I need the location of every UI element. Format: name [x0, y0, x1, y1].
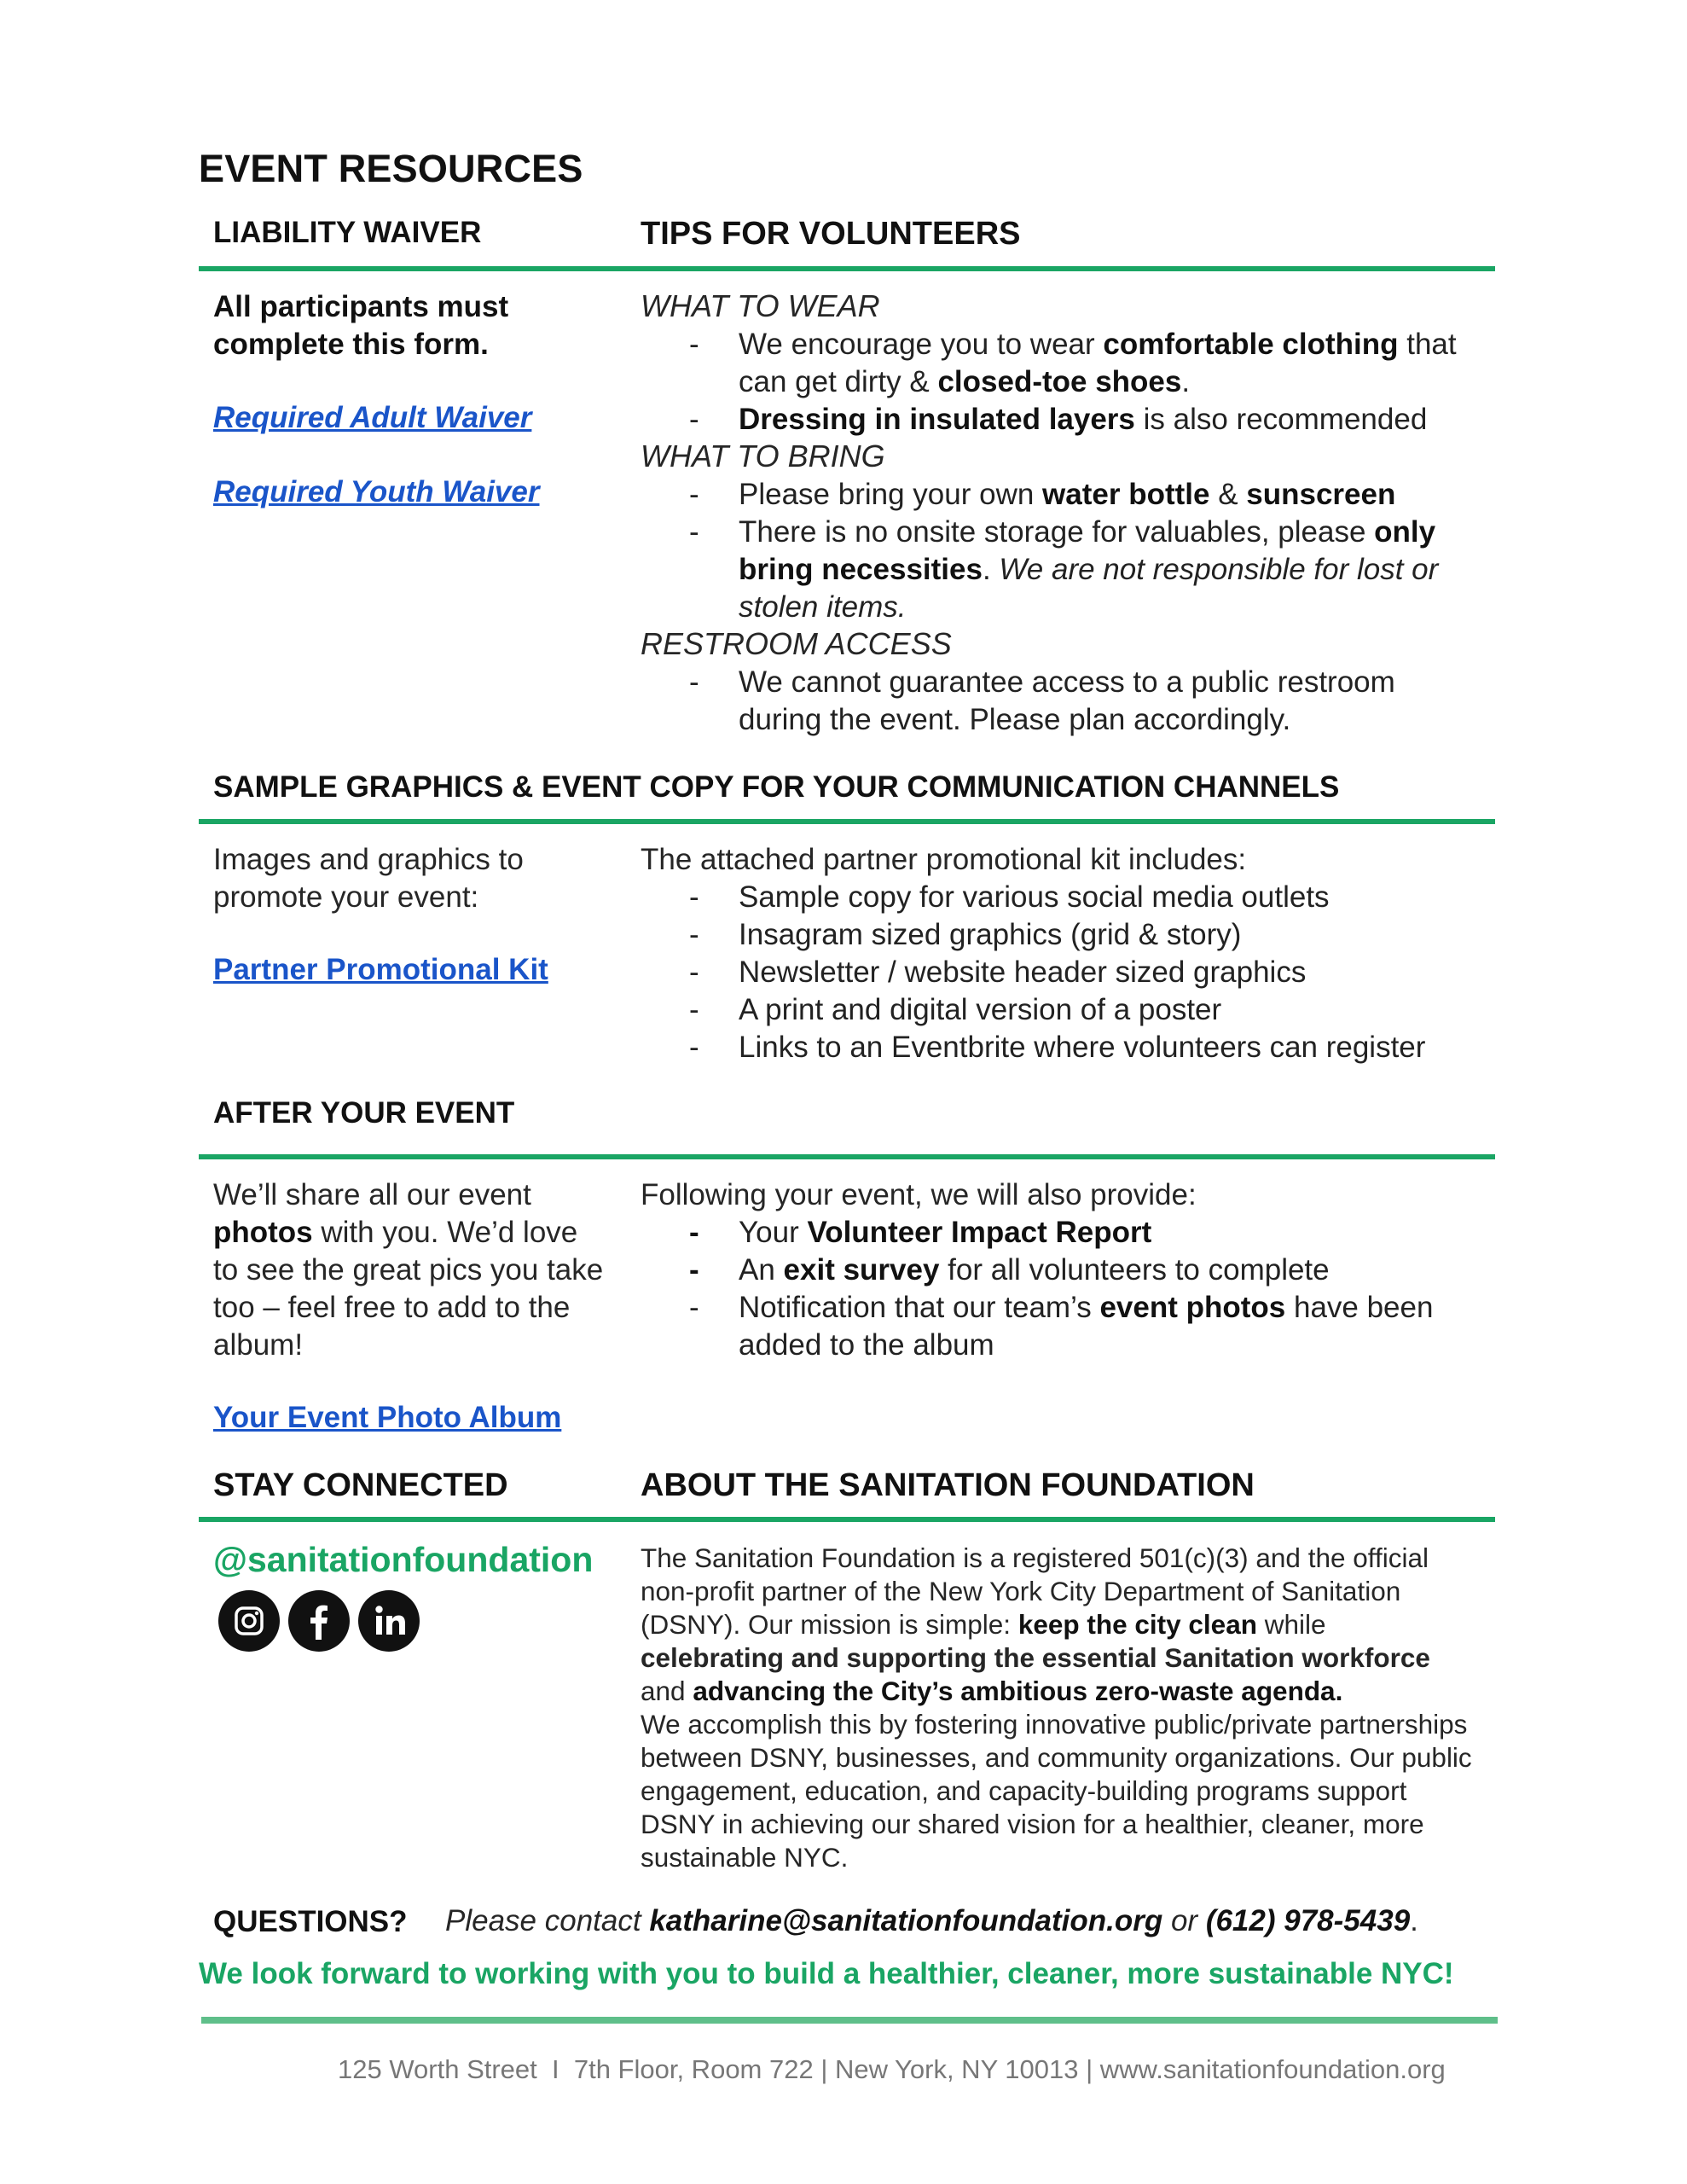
about-line: We accomplish this by fostering innovative public/private partnerships [641, 1709, 1468, 1740]
facebook-icon[interactable] [288, 1590, 350, 1652]
footer-divider [201, 2017, 1498, 2024]
what-to-bring-title: WHAT TO BRING [641, 439, 885, 473]
list-item: - An exit survey for all volunteers to complete [689, 1253, 1330, 1287]
footer-address: 125 Worth Street I 7th Floor, Room 722 | New York, NY 10013 | www.sanitationfoundation.org [338, 2054, 1446, 2084]
questions-contact: Please contact katharine@sanitationfoundation.org or (612) 978-5439. [445, 1904, 1418, 1937]
after-intro: Following your event, we will also provide: [641, 1178, 1197, 1211]
after-note-line1: We’ll share all our event [213, 1178, 531, 1211]
what-to-wear-title: WHAT TO WEAR [641, 288, 880, 323]
about-line: engagement, education, and capacity-building programs support [641, 1775, 1407, 1806]
liability-waiver-heading: LIABILITY WAIVER [213, 216, 482, 249]
list-item: - Links to an Eventbrite where volunteers can register [689, 1031, 1426, 1064]
about-line: DSNY in achieving our shared vision for a healthier, cleaner, more [641, 1809, 1424, 1839]
adult-waiver-link[interactable]: Required Adult Waiver [213, 401, 532, 434]
tips-heading: TIPS FOR VOLUNTEERS [641, 216, 1021, 252]
youth-waiver-link[interactable]: Required Youth Waiver [213, 475, 540, 508]
kit-intro: The attached partner promotional kit includes: [641, 843, 1247, 876]
section-divider [199, 819, 1495, 824]
list-item: - There is no onsite storage for valuables, please only bring necessities. We are not responsible for lost or stolen items. [689, 515, 1439, 624]
photo-album-link[interactable]: Your Event Photo Album [213, 1401, 562, 1434]
page-title: EVENT RESOURCES [199, 147, 583, 190]
after-note-line2: photos with you. We’d love [213, 1216, 578, 1249]
about-heading: ABOUT THE SANITATION FOUNDATION [641, 1467, 1255, 1503]
section-divider [199, 1517, 1495, 1522]
about-line: non-profit partner of the New York City Department of Sanitation [641, 1576, 1401, 1606]
questions-label: QUESTIONS? [213, 1905, 408, 1938]
contact-phone[interactable]: (612) 978-5439 [1205, 1904, 1411, 1937]
liability-note-line1: All participants must [213, 290, 509, 323]
about-line: sustainable NYC. [641, 1842, 849, 1873]
list-item: - We cannot guarantee access to a public restroom during the event. Please plan accordingly. [689, 665, 1395, 736]
linkedin-icon[interactable] [358, 1590, 420, 1652]
graphics-heading: SAMPLE GRAPHICS & EVENT COPY FOR YOUR COMMUNICATION CHANNELS [213, 770, 1340, 804]
list-item: - Insagram sized graphics (grid & story) [689, 918, 1242, 951]
section-divider [199, 1154, 1495, 1159]
liability-note-line2: complete this form. [213, 328, 489, 361]
promotional-kit-link[interactable]: Partner Promotional Kit [213, 953, 548, 986]
about-line: celebrating and supporting the essential Sanitation workforce [641, 1642, 1430, 1673]
section-divider [199, 266, 1495, 271]
list-item: - Newsletter / website header sized graphics [689, 956, 1307, 989]
about-line: and advancing the City’s ambitious zero-waste agenda. [641, 1676, 1343, 1706]
contact-email[interactable]: katharine@sanitationfoundation.org [649, 1904, 1163, 1937]
after-note-line4: too – feel free to add to the [213, 1291, 571, 1324]
list-item: - We encourage you to wear comfortable clothing that can get dirty & closed-toe shoes. [689, 328, 1457, 398]
graphics-note-line2: promote your event: [213, 880, 479, 914]
graphics-note-line1: Images and graphics to [213, 843, 524, 876]
list-item: - A print and digital version of a poster [689, 993, 1222, 1026]
restroom-title: RESTROOM ACCESS [641, 626, 952, 661]
social-handle[interactable]: @sanitationfoundation [213, 1540, 594, 1579]
list-item: - Your Volunteer Impact Report [689, 1216, 1152, 1249]
about-line: between DSNY, businesses, and community organizations. Our public [641, 1742, 1472, 1773]
after-note-line5: album! [213, 1328, 304, 1362]
stay-connected-heading: STAY CONNECTED [213, 1467, 508, 1503]
instagram-icon[interactable] [218, 1590, 280, 1652]
after-event-heading: AFTER YOUR EVENT [213, 1096, 515, 1130]
about-line: The Sanitation Foundation is a registered 501(c)(3) and the official [641, 1542, 1429, 1573]
list-item: - Dressing in insulated layers is also recommended [689, 403, 1428, 436]
list-item: - Notification that our team’s event photos have been added to the album [689, 1291, 1434, 1362]
list-item: - Please bring your own water bottle & sunscreen [689, 478, 1396, 511]
about-line: (DSNY). Our mission is simple: keep the city clean while [641, 1609, 1326, 1640]
closing-message: We look forward to working with you to build a healthier, cleaner, more sustainable NYC! [199, 1957, 1454, 1990]
list-item: - Sample copy for various social media outlets [689, 880, 1330, 914]
after-note-line3: to see the great pics you take [213, 1253, 604, 1287]
